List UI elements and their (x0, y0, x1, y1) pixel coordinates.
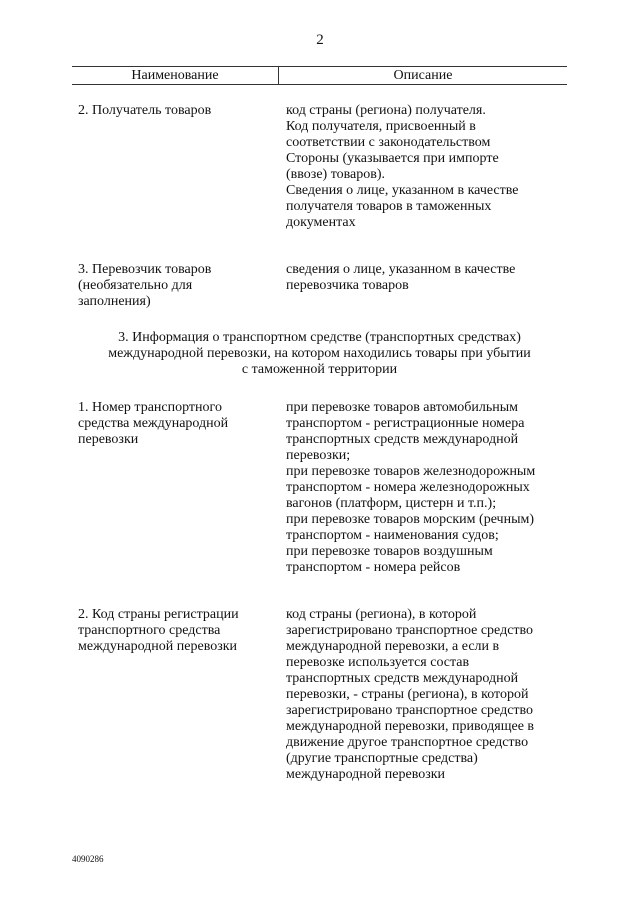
row-recipient-description: код страны (региона) получателя. Код получателя, присвоенный в соответствии с законодательством Стороны (указывается при импорте (ввозе) товаров). Сведения о лице, указанном в качестве получателя товаров в таможенных документах (286, 103, 519, 230)
row-carrier-name: 3. Перевозчик товаров (необязательно для заполнения) (78, 262, 212, 309)
section-title: 3. Информация о транспортном средстве (транспортных средствах) международной перевозки, на котором находились товары при убытии с таможенной территории (108, 330, 531, 377)
row-vehicle-number-name: 1. Номер транспортного средства международной перевозки (78, 400, 229, 447)
row-carrier-description: сведения о лице, указанном в качестве перевозчика товаров (286, 262, 516, 293)
document-code: 4090286 (72, 854, 104, 864)
table-header (72, 66, 567, 85)
page-number: 2 (316, 32, 324, 48)
row-registration-country-description: код страны (региона), в которой зарегистрировано транспортное средство международной перевозки, а если в перевозке используется состав транспортных средств международной перевозки, - страны (региона), в которой зарегистрировано транспортное средство международной перевозки, приводящее в движение другое транспортное средство (другие транспортные средства) международной перевозки (286, 607, 535, 782)
row-vehicle-number-description: при перевозке товаров автомобильным транспортом - регистрационные номера транспортных средств международной перевозки; при перевозке товаров железнодорожным транспортом - номера железнодорожных вагонов (платформ, цистерн и т.п.); при перевозке товаров морским (речным) транспортом - наименования судов; при перевозке товаров воздушным транспортом - номера рейсов (286, 400, 536, 575)
row-recipient-name: 2. Получатель товаров (78, 103, 212, 118)
column-header-name: Наименование (131, 68, 219, 83)
column-header-description: Описание (393, 68, 453, 83)
row-registration-country-name: 2. Код страны регистрации транспортного средства международной перевозки (78, 607, 239, 654)
